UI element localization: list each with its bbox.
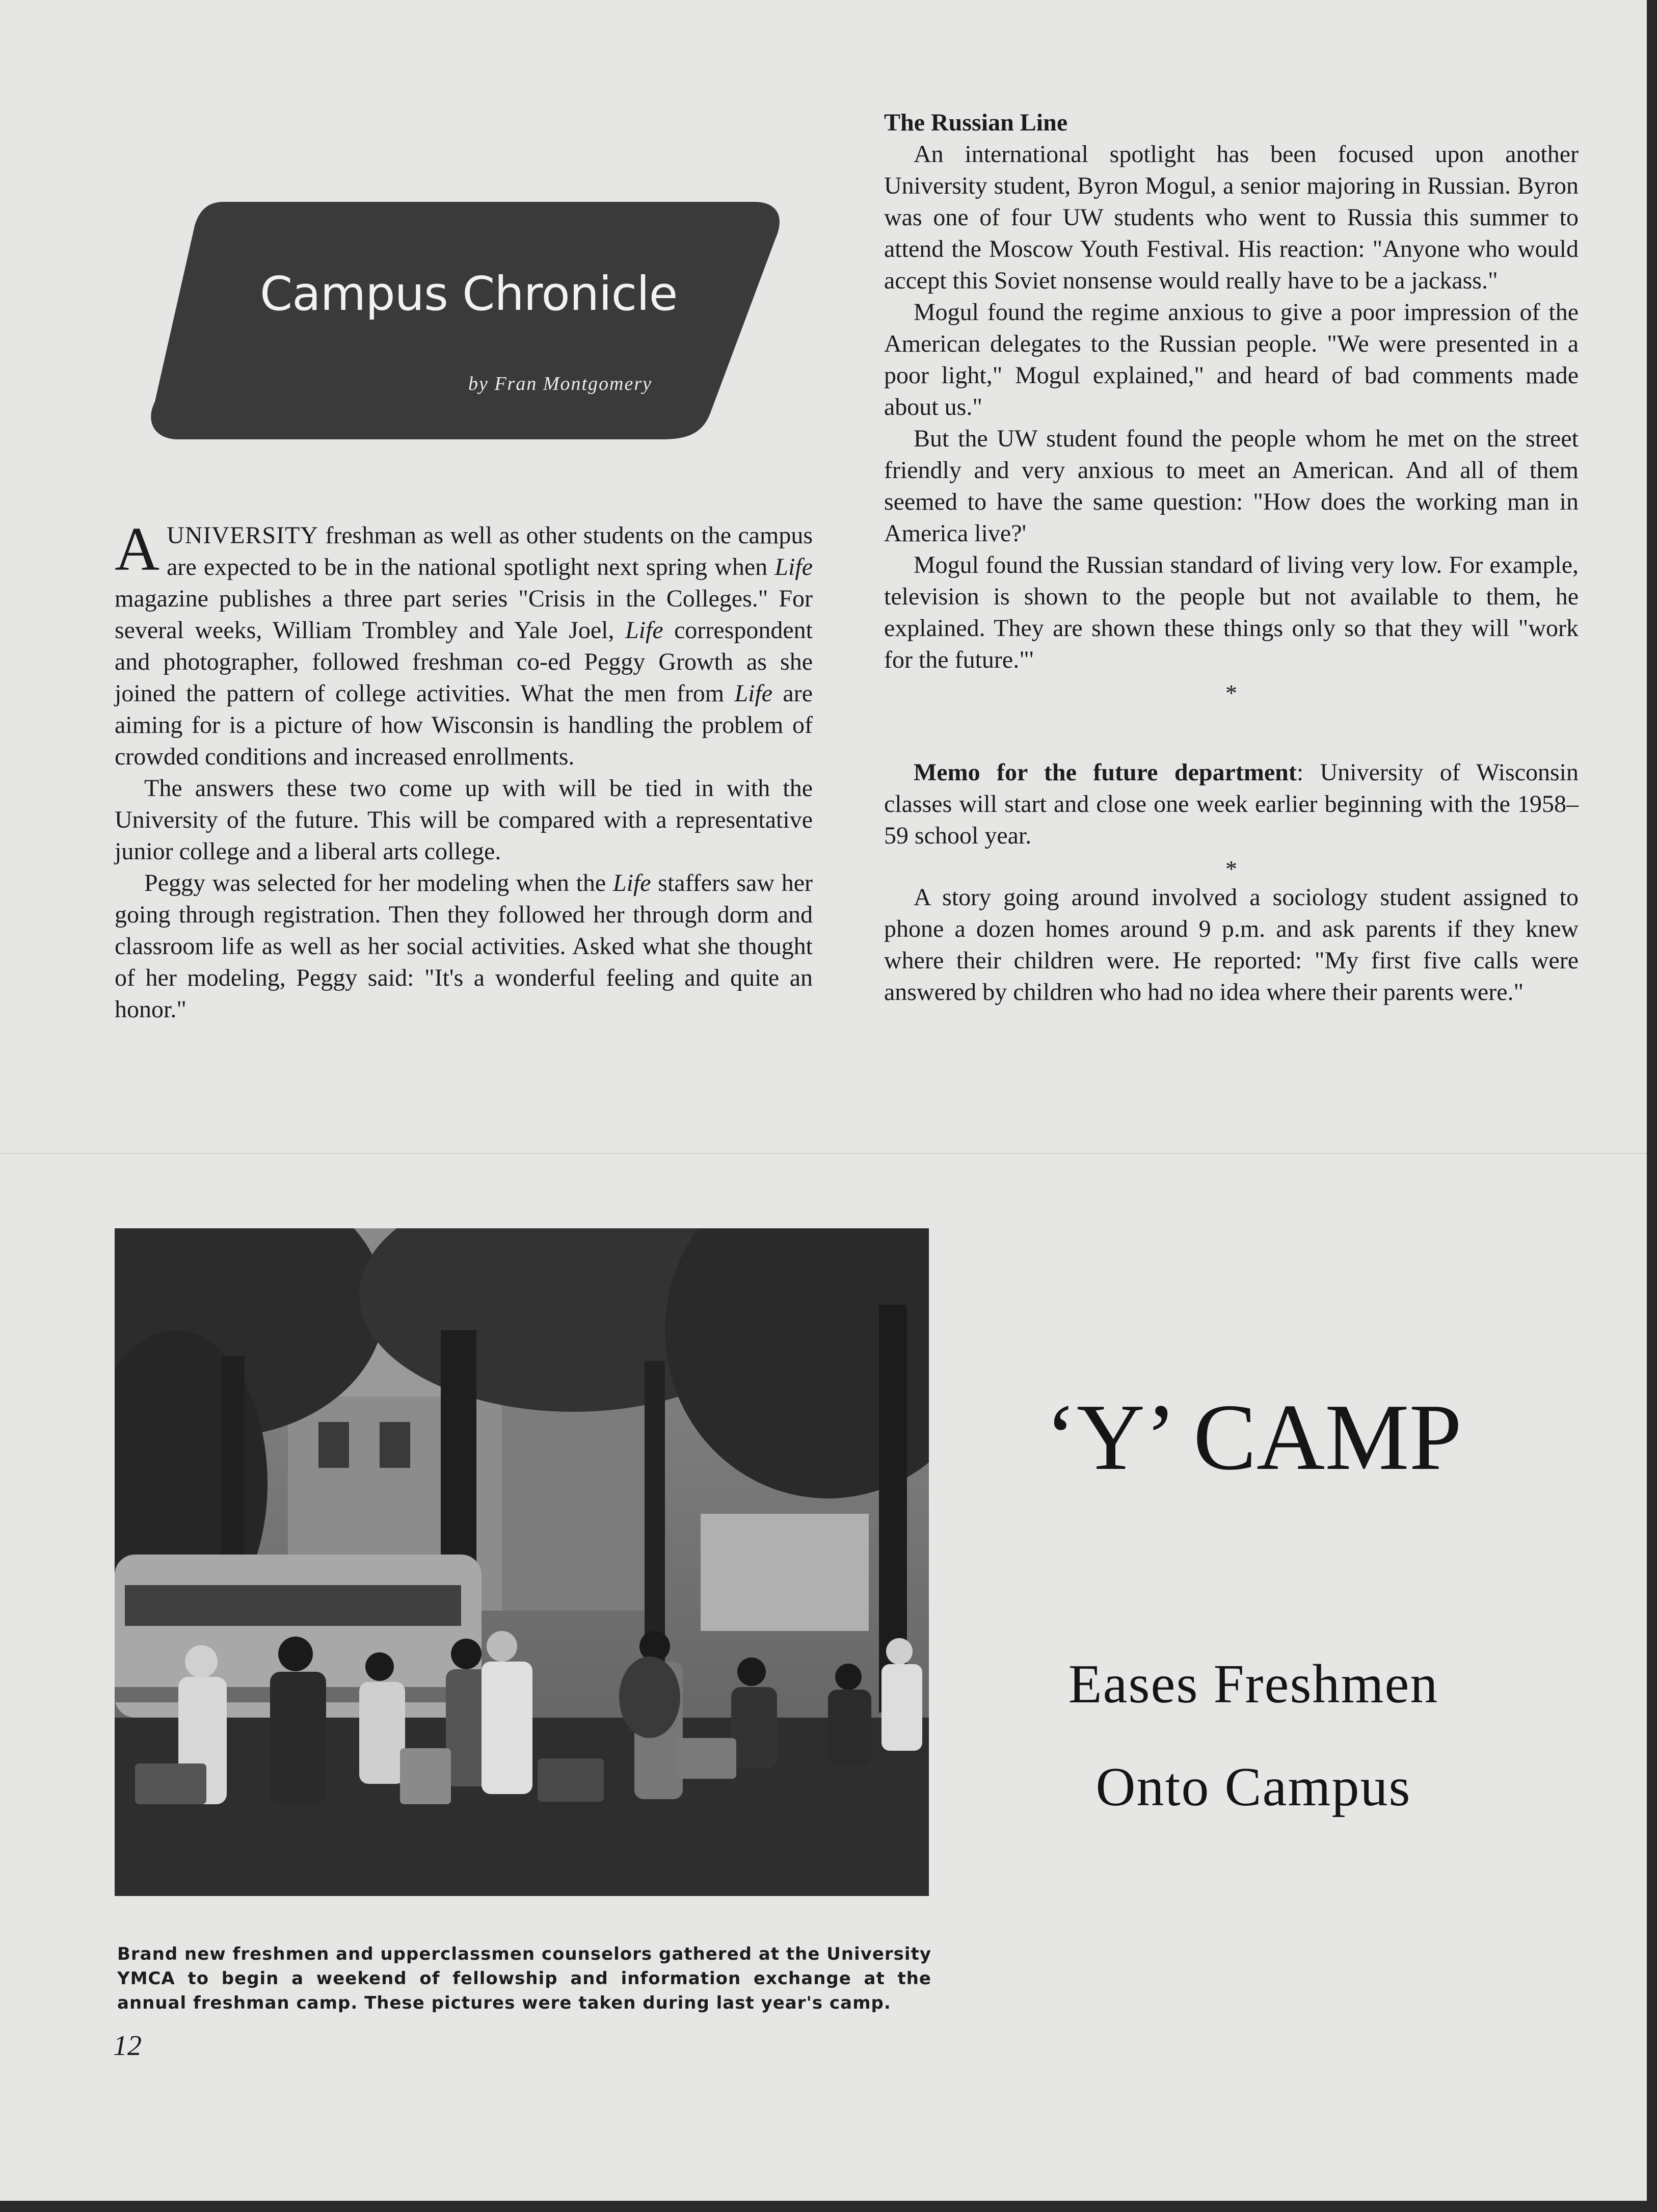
ycamp-subheadline-line2: Onto Campus	[1095, 1757, 1411, 1818]
left-article-column	[115, 515, 813, 1025]
text-run: freshman as well as other students on the campus are expected to be in the national spotlight next spring when	[167, 522, 813, 581]
page-fold-line	[0, 1153, 1647, 1154]
photo-illustration	[115, 1228, 929, 1896]
text-run: Peggy was selected for her modeling when the	[144, 870, 613, 897]
magazine-name: Life	[625, 617, 663, 644]
story-section	[884, 882, 1579, 1008]
paragraph: A story going around involved a sociology student assigned to phone a dozen homes around 9 p.m. and ask parents if they knew where their children were. He reported: "My first five calls were answered by children who had no idea where their parents were."	[884, 884, 1579, 1006]
text-run: magazine publishes a three part series "Crisis in the Colleges." For several weeks, William Trombley and Yale Joel,	[115, 585, 813, 644]
memo-label: Memo for the future department	[914, 759, 1297, 786]
russian-line-section	[884, 107, 1579, 725]
photo-caption: Brand new freshmen and upperclassmen counselors gathered at the University YMCA to begin a weekend of fellowship and information exchange at the annual freshman camp. These pictures were taken during last year's camp.	[117, 1944, 931, 2013]
memo-section	[884, 757, 1579, 901]
section-heading: The Russian Line	[884, 109, 1068, 136]
campus-chronicle-badge	[148, 198, 782, 443]
separator-asterisk: *	[1225, 680, 1237, 706]
lead-caps: UNIVERSITY	[167, 522, 319, 549]
page-number: 12	[113, 2030, 142, 2062]
paragraph	[115, 867, 813, 1025]
separator-asterisk: *	[1225, 856, 1237, 882]
paragraph: An international spotlight has been focused upon another University student, Byron Mogul, a senior majoring in Russian. Byron was one of four UW students who went to Russia this summer to attend the Moscow Youth Festival. His reaction: "Anyone who would accept this Soviet nonsense would really have to be a jackass."	[884, 141, 1579, 294]
magazine-name: Life	[734, 680, 773, 707]
page-edge-right	[1647, 0, 1657, 2212]
ycamp-subheadline-line1: Eases Freshmen	[1068, 1654, 1439, 1715]
badge-title: Campus Chronicle	[260, 267, 678, 321]
paragraph: Mogul found the regime anxious to give a poor impression of the American delegates to the Russian people. "We were presented in a poor light," Mogul explained," and heard of bad comments made about us."	[884, 299, 1579, 420]
page-edge-bottom	[0, 2201, 1657, 2212]
badge-byline: by Fran Montgomery	[468, 373, 652, 394]
ycamp-headline: ‘Y’ CAMP	[1045, 1385, 1462, 1490]
magazine-name: Life	[774, 554, 813, 581]
drop-cap: A	[115, 515, 160, 584]
paragraph	[884, 757, 1579, 852]
paragraph: Mogul found the Russian standard of living very low. For example, television is shown to the people but not available to them, he explained. They are shown these things only so that they will "work for the future."'	[884, 551, 1579, 673]
text-run: are aiming for is a picture of how Wisconsin is handling the problem of crowded conditions and increased enrollments.	[115, 680, 813, 770]
paragraph: But the UW student found the people whom he met on the street friendly and very anxious to meet an American. And all of them seemed to have the same question: "How does the working man in America live?'	[884, 425, 1579, 547]
text-run: staffers saw her going through registration. Then they followed her through dorm and classroom life as well as her social activities. Asked what she thought of her modeling, Peggy said: "It's a wonderful feeling and quite an honor."	[115, 870, 813, 1023]
text-run: : University of Wisconsin classes will start and close one week earlier beginning with the 1958–59 school year.	[884, 759, 1579, 849]
text-run: correspondent and photographer, followed freshman co-ed Peggy Growth as she joined the pattern of college activities. What the men from	[115, 617, 813, 707]
paragraph	[115, 515, 813, 773]
freshman-camp-photo	[115, 1228, 929, 1896]
magazine-name: Life	[612, 870, 651, 897]
paragraph: The answers these two come up with will be tied in with the University of the future. This will be compared with a representative junior college and a liberal arts college.	[115, 775, 813, 865]
